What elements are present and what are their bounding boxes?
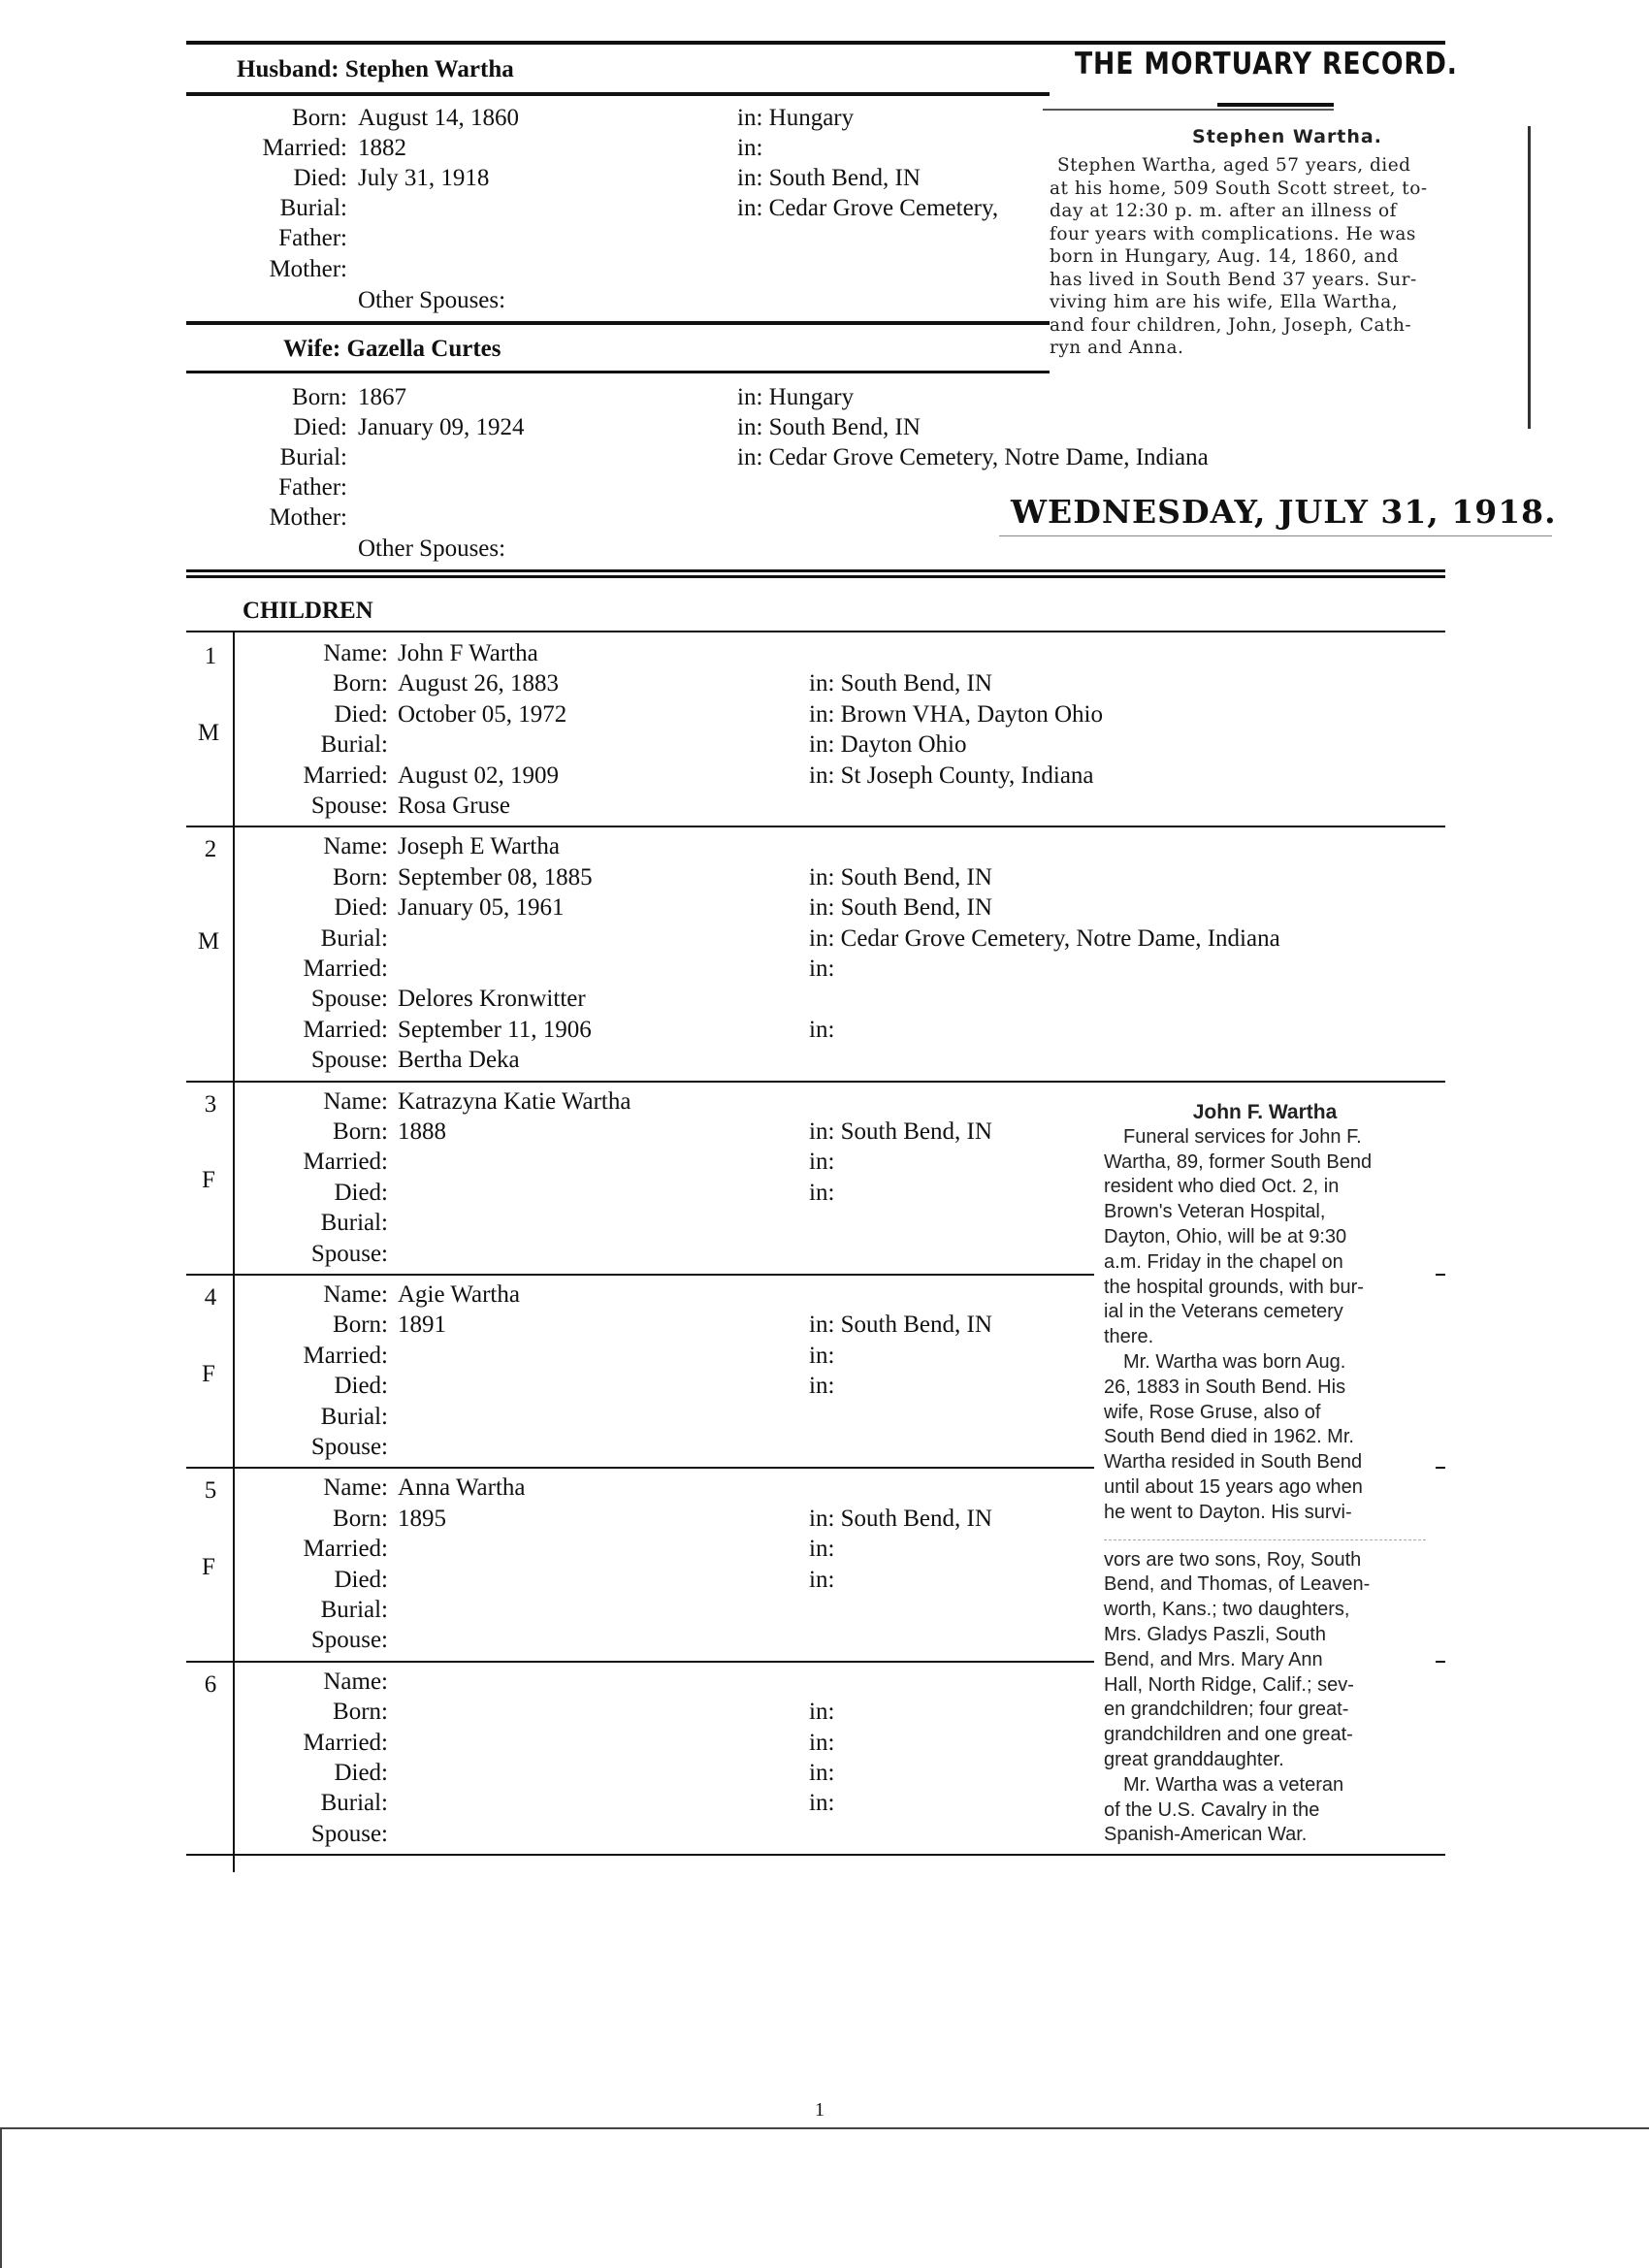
clipping2-line: the hospital grounds, with bur- [1104, 1276, 1364, 1298]
child-field-label: Born: [333, 1312, 388, 1339]
child-sex: F [202, 1167, 215, 1194]
clipping-line: Stephen Wartha, aged 57 years, died [1057, 155, 1411, 176]
clipping2-line: en grandchildren; four great- [1104, 1699, 1349, 1721]
child-field-label: Born: [333, 1505, 388, 1532]
clipping2-line: 26, 1883 in South Bend. His [1104, 1376, 1346, 1398]
child-field-label: Died: [334, 700, 388, 728]
child-field-value: 1895 [398, 1505, 446, 1532]
clipping2-line: Mrs. Gladys Paszli, South [1104, 1623, 1326, 1645]
child-field-label: Born: [333, 670, 388, 697]
child-field-place: in: [809, 1760, 835, 1786]
child-field-place: in: [809, 1790, 835, 1817]
child-field-place: in: South Bend, IN [809, 670, 992, 697]
child-field-label: Born: [333, 1699, 388, 1726]
child-field-value: Katrazyna Katie Wartha [398, 1087, 631, 1115]
child-field-place: in: South Bend, IN [809, 894, 992, 922]
wife-burial-label: Burial: [279, 444, 347, 470]
children-heading: CHILDREN [242, 598, 373, 624]
husband-label: Husband: [237, 56, 340, 82]
clipping2-line: grandchildren and one great- [1104, 1724, 1353, 1746]
child-field-place: in: South Bend, IN [809, 1312, 992, 1339]
child-field-value: Agie Wartha [398, 1281, 520, 1308]
wife-label: Wife: [283, 336, 341, 362]
clipping2-line: Dayton, Ohio, will be at 9:30 [1104, 1225, 1347, 1247]
child-number: 4 [204, 1284, 217, 1311]
clipping2-line: great granddaughter. [1104, 1748, 1284, 1770]
child-divider [186, 826, 1445, 827]
child-field-place: in: St Joseph County, Indiana [809, 761, 1094, 789]
clipping2-line: Mr. Wartha was a veteran [1123, 1773, 1344, 1796]
child-field-label: Died: [334, 1760, 388, 1786]
husband-married: 1882 [358, 135, 406, 161]
clipping-text [1050, 154, 1525, 360]
page-number: 1 [815, 2099, 824, 2121]
clipping-line: born in Hungary, Aug. 14, 1860, and [1050, 246, 1400, 267]
child-field-value: September 08, 1885 [398, 863, 593, 891]
child-field-label: Name: [323, 833, 388, 860]
husband-father-label: Father: [278, 225, 347, 251]
clipping-line: day at 12:30 p. m. after an illness of [1050, 201, 1397, 221]
child-field-place: in: Cedar Grove Cemetery, Notre Dame, Indiana [809, 924, 1280, 952]
child-number: 5 [204, 1477, 217, 1505]
child-sex: F [202, 1553, 215, 1580]
child-field-label: Married: [303, 1342, 388, 1369]
clipping2-line: he went to Dayton. His survi- [1104, 1501, 1352, 1523]
child-field-label: Burial: [320, 731, 388, 759]
clipping2-line: until about 15 years ago when [1104, 1475, 1363, 1498]
child-divider [186, 1854, 1445, 1856]
clipping2-text [1104, 1125, 1426, 1526]
child-field-label: Name: [323, 1087, 388, 1115]
wife-born-label: Born: [292, 384, 347, 410]
obituary-clipping-john [1094, 1094, 1436, 1854]
clipping2-line: Spanish-American War. [1104, 1824, 1308, 1846]
child-field-value: Bertha Deka [398, 1047, 520, 1074]
child-field-value: 1891 [398, 1312, 446, 1339]
clipping2-line: Wartha resided in South Bend [1104, 1451, 1363, 1474]
child-number: 2 [204, 836, 217, 863]
child-field-label: Married: [303, 1149, 388, 1176]
child-field-value: John F Wartha [398, 640, 538, 666]
wife-other-spouses-label: Other Spouses: [358, 535, 506, 562]
child-field-place: in: Dayton Ohio [809, 731, 967, 759]
clipping2-line: ial in the Veterans cemetery [1104, 1301, 1343, 1323]
clipping2-text-continued [1104, 1548, 1426, 1849]
wife-died: January 09, 1924 [358, 414, 525, 440]
wife-died-in: in: South Bend, IN [737, 414, 921, 440]
husband-burial-in: in: Cedar Grove Cemetery, [737, 195, 999, 221]
husband-heading [237, 54, 514, 84]
clipping2-line: Bend, and Mrs. Mary Ann [1104, 1648, 1323, 1670]
husband-married-label: Married: [262, 135, 347, 161]
clipping-line: four years with complications. He was [1050, 223, 1416, 244]
child-field-label: Name: [323, 1668, 388, 1695]
husband-other-spouses-label: Other Spouses: [358, 287, 506, 313]
clipping2-line: Brown's Veteran Hospital, [1104, 1201, 1326, 1223]
clipping2-line: Funeral services for John F. [1123, 1125, 1362, 1148]
child-field-value: September 11, 1906 [398, 1016, 592, 1043]
child-sex: F [202, 1360, 215, 1387]
husband-died-in: in: South Bend, IN [737, 165, 921, 191]
clipping2-line: wife, Rose Gruse, also of [1104, 1401, 1321, 1423]
husband-died: July 31, 1918 [358, 165, 490, 191]
child-field-label: Spouse: [310, 1240, 388, 1267]
clipping-body [1050, 121, 1525, 360]
child-field-label: Burial: [320, 1790, 388, 1817]
child-field-label: Burial: [320, 924, 388, 952]
husband-born-label: Born: [292, 105, 347, 131]
husband-died-label: Died: [293, 165, 347, 191]
wife-father-label: Father: [278, 474, 347, 501]
clipping-line: and four children, John, Joseph, Cath- [1050, 314, 1412, 336]
clipping-dateline: WEDNESDAY, JULY 31, 1918. [1011, 493, 1557, 531]
child-sex: M [197, 927, 220, 955]
child-field-place: in: [809, 1536, 835, 1563]
child-field-label: Married: [303, 1536, 388, 1563]
child-field-place: in: [809, 1699, 835, 1726]
child-field-label: Name: [323, 1474, 388, 1502]
clipping2-line: Wartha, 89, former South Bend [1104, 1150, 1373, 1173]
clipping2-line: worth, Kans.; two daughters, [1104, 1599, 1350, 1621]
child-field-place: in: [809, 1373, 835, 1400]
clipping2-line: of the U.S. Cavalry in the [1104, 1798, 1320, 1821]
clipping2-line: Hall, North Ridge, Calif.; sev- [1104, 1673, 1354, 1696]
clipping-line: viving him are his wife, Ella Wartha, [1050, 292, 1399, 312]
clipping2-line: resident who died Oct. 2, in [1104, 1176, 1340, 1198]
clipping2-line: vors are two sons, Roy, South [1104, 1548, 1362, 1571]
child-field-label: Married: [303, 761, 388, 789]
husband-name: Stephen Wartha [344, 56, 514, 82]
child-field-place: in: South Bend, IN [809, 863, 992, 891]
wife-name: Gazella Curtes [346, 336, 501, 362]
clipping2-divider [1104, 1539, 1426, 1540]
child-field-place: in: [809, 1342, 835, 1369]
child-field-label: Spouse: [310, 1627, 388, 1654]
wife-died-label: Died: [293, 414, 347, 440]
child-number: 6 [204, 1670, 217, 1698]
child-field-label: Married: [303, 1729, 388, 1756]
child-field-place: in: [809, 1016, 835, 1043]
child-field-value: Anna Wartha [398, 1474, 526, 1502]
child-field-label: Spouse: [310, 1434, 388, 1460]
husband-burial-label: Burial: [279, 195, 347, 221]
wife-born-in: in: Hungary [737, 384, 855, 410]
child-field-value: August 02, 1909 [398, 761, 559, 789]
clipping-line: at his home, 509 South Scott street, to- [1050, 178, 1428, 199]
child-field-label: Died: [334, 1566, 388, 1593]
child-field-value: Joseph E Wartha [398, 833, 560, 860]
clipping2-heading: John F. Wartha [1192, 1101, 1338, 1123]
child-divider [186, 1081, 1445, 1083]
clipping2-line: there. [1104, 1326, 1154, 1348]
wife-burial-in: in: Cedar Grove Cemetery, Notre Dame, Indiana [737, 444, 1209, 470]
child-field-label: Burial: [320, 1210, 388, 1237]
husband-born-in: in: Hungary [737, 105, 855, 131]
child-field-label: Spouse: [310, 1820, 388, 1847]
child-field-label: Spouse: [310, 986, 388, 1013]
wife-mother-label: Mother: [269, 504, 347, 531]
child-field-label: Died: [334, 894, 388, 922]
child-number: 1 [204, 643, 217, 669]
child-field-place: in: South Bend, IN [809, 1505, 992, 1532]
child-field-value: Delores Kronwitter [398, 986, 586, 1013]
wife-born: 1867 [358, 384, 406, 410]
child-field-label: Spouse: [310, 1047, 388, 1074]
child-field-label: Burial: [320, 1597, 388, 1623]
husband-mother-label: Mother: [269, 256, 347, 282]
wife-heading [283, 334, 501, 364]
child-field-label: Burial: [320, 1403, 388, 1430]
clipping2-line: Mr. Wartha was born Aug. [1123, 1350, 1346, 1373]
husband-born: August 14, 1860 [358, 105, 519, 131]
clipping-line: ryn and Anna. [1050, 338, 1184, 358]
child-field-label: Married: [303, 956, 388, 982]
child-field-label: Name: [323, 640, 388, 666]
child-field-label: Name: [323, 1281, 388, 1308]
child-field-place: in: South Bend, IN [809, 1118, 992, 1145]
clipping2-line: a.m. Friday in the chapel on [1104, 1250, 1343, 1273]
child-field-label: Married: [303, 1016, 388, 1043]
child-field-value: Rosa Gruse [398, 793, 510, 819]
child-field-value: August 26, 1883 [398, 670, 559, 697]
clipping2-line: South Bend died in 1962. Mr. [1104, 1426, 1354, 1448]
child-field-label: Born: [333, 863, 388, 891]
clipping-heading: Stephen Wartha. [1192, 126, 1382, 147]
child-field-place: in: [809, 1566, 835, 1593]
child-field-label: Died: [334, 1373, 388, 1400]
child-number: 3 [204, 1090, 217, 1118]
child-field-place: in: Brown VHA, Dayton Ohio [809, 700, 1104, 728]
child-field-place: in: [809, 1729, 835, 1756]
child-field-label: Born: [333, 1118, 388, 1145]
child-field-place: in: [809, 1149, 835, 1176]
child-field-value: October 05, 1972 [398, 700, 567, 728]
husband-married-in: in: [737, 135, 763, 161]
child-field-label: Died: [334, 1179, 388, 1206]
child-field-place: in: [809, 956, 835, 982]
child-field-value: January 05, 1961 [398, 894, 565, 922]
clipping-masthead: THE MORTUARY RECORD. [1075, 47, 1458, 81]
child-field-label: Spouse: [310, 793, 388, 819]
child-field-value: 1888 [398, 1118, 446, 1145]
child-sex: M [197, 719, 220, 746]
clipping2-line: Bend, and Thomas, of Leaven- [1104, 1573, 1371, 1596]
child-field-place: in: [809, 1179, 835, 1206]
clipping-line: has lived in South Bend 37 years. Sur- [1050, 269, 1417, 290]
